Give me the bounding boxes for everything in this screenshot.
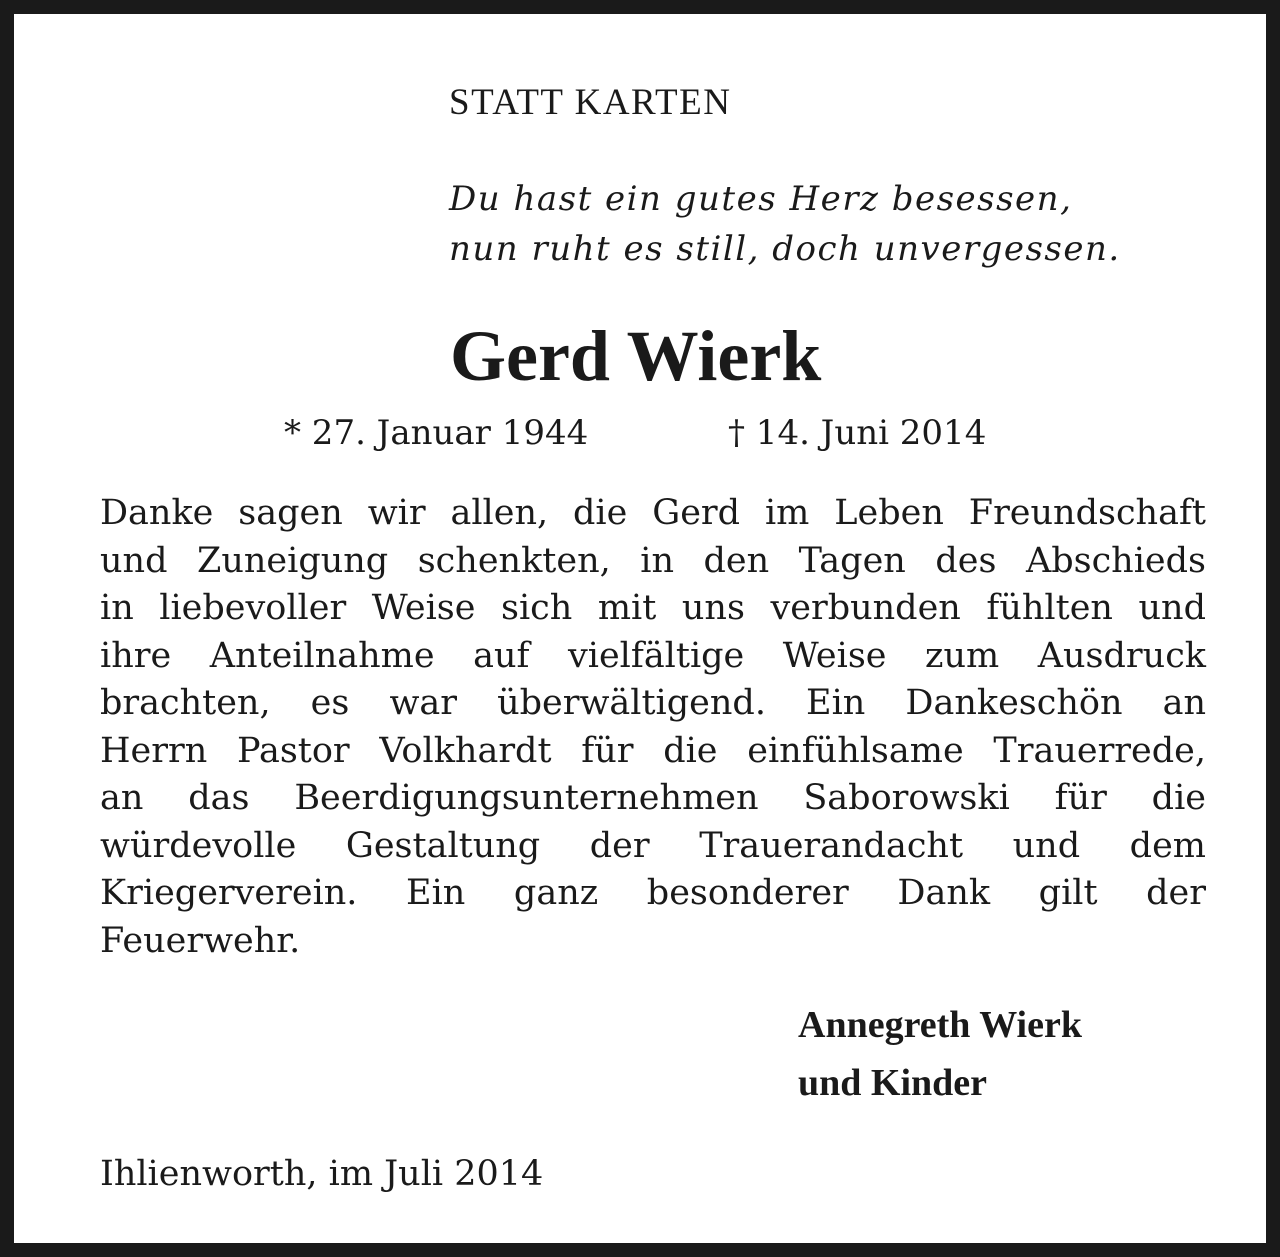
body-line: Danke sagen wir allen, die Gerd im Leben Freundschaft — [100, 493, 1206, 533]
body-line: Kriegerverein. Ein ganz besonderer Dank gilt der — [100, 873, 1206, 913]
body-line: in liebevoller Weise sich mit uns verbunden fühlten und — [100, 588, 1206, 628]
death-date: † 14. Juni 2014 — [728, 413, 987, 453]
verse-line-2: nun ruht es still, doch unvergessen. — [449, 229, 1121, 269]
body-line: würdevolle Gestaltung der Trauerandacht und dem — [100, 825, 1206, 866]
body-line: brachten, es war überwältigend. Ein Dankeschön an — [100, 683, 1206, 723]
signature-name: Annegreth Wierk — [798, 1004, 1082, 1046]
header-label: STATT KARTEN — [449, 82, 732, 123]
place-and-date: Ihlienworth, im Juli 2014 — [100, 1154, 544, 1194]
body-line: Feuerwehr. — [100, 920, 301, 961]
signature-family: und Kinder — [798, 1062, 988, 1104]
verse-line-1: Du hast ein gutes Herz besessen, — [449, 179, 1073, 219]
memorial-verse — [449, 174, 1121, 274]
body-line: ihre Anteilnahme auf vielfältige Weise zum Ausdruck — [100, 635, 1206, 676]
birth-date: * 27. Januar 1944 — [284, 413, 589, 453]
thank-you-text — [100, 490, 1206, 965]
body-line: an das Beerdigungsunternehmen Saborowski für die — [100, 778, 1206, 818]
body-line: und Zuneigung schenkten, in den Tagen des Abschieds — [100, 540, 1206, 581]
deceased-name: Gerd Wierk — [450, 316, 822, 396]
body-line: Herrn Pastor Volkhardt für die einfühlsame Trauerrede, — [100, 730, 1206, 771]
